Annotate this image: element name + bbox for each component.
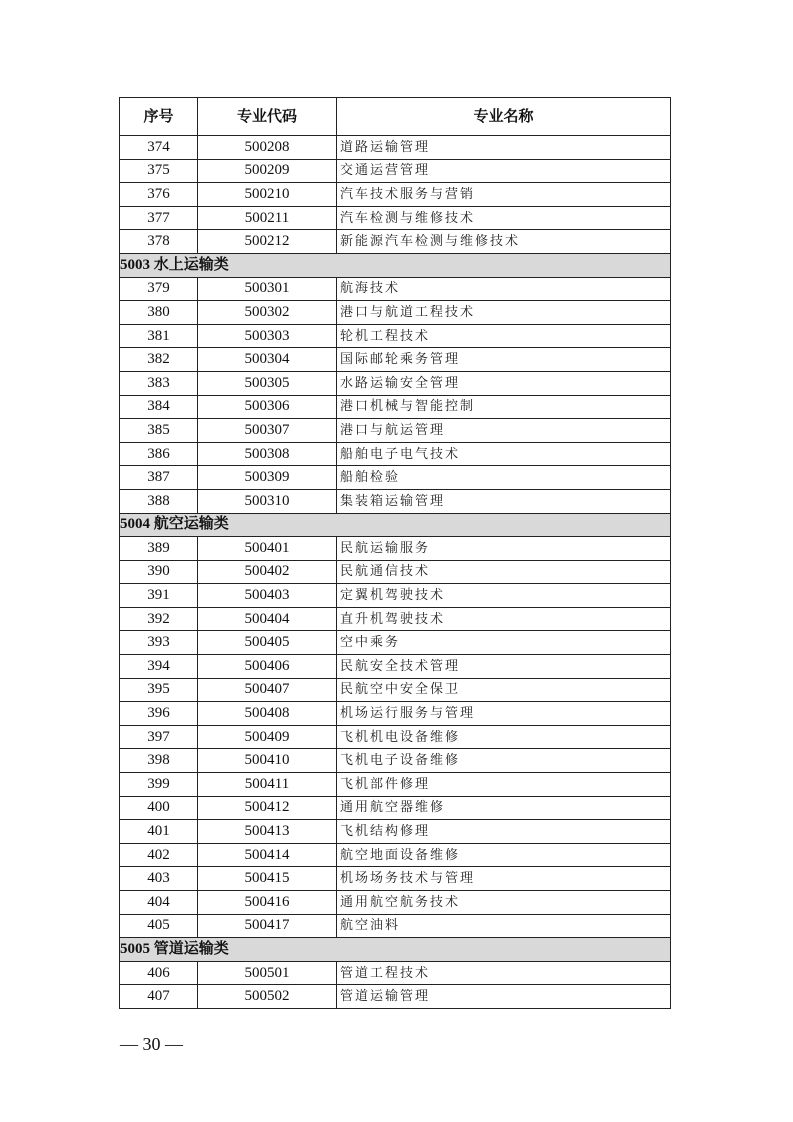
table-row xyxy=(120,702,671,726)
row-code: 500305 xyxy=(198,371,337,395)
row-code: 500302 xyxy=(198,301,337,325)
row-index: 384 xyxy=(120,395,198,419)
row-index: 389 xyxy=(120,537,198,561)
row-code: 500210 xyxy=(198,183,337,207)
row-code: 500414 xyxy=(198,843,337,867)
row-index: 379 xyxy=(120,277,198,301)
row-code: 500307 xyxy=(198,419,337,443)
page-number: — 30 — xyxy=(120,1034,183,1054)
row-name: 机场场务技术与管理 xyxy=(337,867,671,891)
row-code: 500407 xyxy=(198,678,337,702)
row-name: 通用航空航务技术 xyxy=(337,891,671,915)
row-name: 港口与航运管理 xyxy=(337,419,671,443)
row-index: 374 xyxy=(120,136,198,160)
row-index: 388 xyxy=(120,489,198,513)
row-name: 民航安全技术管理 xyxy=(337,655,671,679)
row-name: 空中乘务 xyxy=(337,631,671,655)
row-name: 航海技术 xyxy=(337,277,671,301)
row-name: 定翼机驾驶技术 xyxy=(337,584,671,608)
row-index: 403 xyxy=(120,867,198,891)
row-index: 375 xyxy=(120,159,198,183)
row-code: 500304 xyxy=(198,348,337,372)
table-header-row xyxy=(120,98,671,136)
row-name: 航空地面设备维修 xyxy=(337,843,671,867)
header-code: 专业代码 xyxy=(198,98,337,136)
row-index: 394 xyxy=(120,655,198,679)
table-row xyxy=(120,159,671,183)
row-name: 飞机部件修理 xyxy=(337,773,671,797)
category-row xyxy=(120,253,671,277)
table-row xyxy=(120,891,671,915)
row-index: 401 xyxy=(120,820,198,844)
row-name: 飞机电子设备维修 xyxy=(337,749,671,773)
row-code: 500405 xyxy=(198,631,337,655)
table-row xyxy=(120,537,671,561)
row-name: 机场运行服务与管理 xyxy=(337,702,671,726)
row-name: 飞机机电设备维修 xyxy=(337,725,671,749)
row-index: 380 xyxy=(120,301,198,325)
row-index: 383 xyxy=(120,371,198,395)
table-row xyxy=(120,584,671,608)
row-index: 397 xyxy=(120,725,198,749)
row-index: 395 xyxy=(120,678,198,702)
row-index: 396 xyxy=(120,702,198,726)
table-row xyxy=(120,489,671,513)
row-code: 500411 xyxy=(198,773,337,797)
table-row xyxy=(120,371,671,395)
row-name: 轮机工程技术 xyxy=(337,324,671,348)
row-code: 500404 xyxy=(198,607,337,631)
table-row xyxy=(120,773,671,797)
row-code: 500303 xyxy=(198,324,337,348)
table-row xyxy=(120,277,671,301)
row-code: 500412 xyxy=(198,796,337,820)
row-index: 393 xyxy=(120,631,198,655)
row-name: 汽车技术服务与营销 xyxy=(337,183,671,207)
table-row xyxy=(120,206,671,230)
row-index: 386 xyxy=(120,442,198,466)
row-name: 民航通信技术 xyxy=(337,560,671,584)
row-code: 500208 xyxy=(198,136,337,160)
row-name: 交通运营管理 xyxy=(337,159,671,183)
table-row xyxy=(120,914,671,938)
table-row xyxy=(120,796,671,820)
table-row xyxy=(120,183,671,207)
row-name: 直升机驾驶技术 xyxy=(337,607,671,631)
row-index: 400 xyxy=(120,796,198,820)
row-code: 500501 xyxy=(198,961,337,985)
row-index: 385 xyxy=(120,419,198,443)
table-row xyxy=(120,442,671,466)
category-label: 5005 管道运输类 xyxy=(120,938,671,962)
row-code: 500416 xyxy=(198,891,337,915)
table-row xyxy=(120,348,671,372)
row-code: 500308 xyxy=(198,442,337,466)
table-row xyxy=(120,301,671,325)
table-row xyxy=(120,749,671,773)
row-index: 405 xyxy=(120,914,198,938)
table-row xyxy=(120,136,671,160)
row-index: 402 xyxy=(120,843,198,867)
row-code: 500402 xyxy=(198,560,337,584)
row-name: 民航运输服务 xyxy=(337,537,671,561)
row-index: 387 xyxy=(120,466,198,490)
row-name: 港口机械与智能控制 xyxy=(337,395,671,419)
category-row xyxy=(120,513,671,537)
row-code: 500401 xyxy=(198,537,337,561)
row-index: 376 xyxy=(120,183,198,207)
table-row xyxy=(120,725,671,749)
table-row xyxy=(120,867,671,891)
category-label: 5003 水上运输类 xyxy=(120,253,671,277)
row-code: 500409 xyxy=(198,725,337,749)
majors-table xyxy=(119,97,671,1009)
row-code: 500403 xyxy=(198,584,337,608)
table-row xyxy=(120,607,671,631)
row-code: 500212 xyxy=(198,230,337,254)
table-row xyxy=(120,820,671,844)
table-row xyxy=(120,395,671,419)
table-row xyxy=(120,631,671,655)
row-name: 汽车检测与维修技术 xyxy=(337,206,671,230)
row-name: 航空油料 xyxy=(337,914,671,938)
row-name: 国际邮轮乘务管理 xyxy=(337,348,671,372)
row-code: 500301 xyxy=(198,277,337,301)
row-name: 管道运输管理 xyxy=(337,985,671,1009)
header-name: 专业名称 xyxy=(337,98,671,136)
row-name: 船舶电子电气技术 xyxy=(337,442,671,466)
row-code: 500211 xyxy=(198,206,337,230)
row-code: 500306 xyxy=(198,395,337,419)
table-row xyxy=(120,985,671,1009)
row-index: 391 xyxy=(120,584,198,608)
table-row xyxy=(120,419,671,443)
row-index: 381 xyxy=(120,324,198,348)
row-name: 港口与航道工程技术 xyxy=(337,301,671,325)
table-row xyxy=(120,843,671,867)
table-row xyxy=(120,324,671,348)
row-index: 390 xyxy=(120,560,198,584)
row-index: 378 xyxy=(120,230,198,254)
table-row xyxy=(120,678,671,702)
row-code: 500410 xyxy=(198,749,337,773)
row-index: 392 xyxy=(120,607,198,631)
category-label: 5004 航空运输类 xyxy=(120,513,671,537)
row-name: 通用航空器维修 xyxy=(337,796,671,820)
row-code: 500413 xyxy=(198,820,337,844)
row-index: 382 xyxy=(120,348,198,372)
table-row xyxy=(120,466,671,490)
row-code: 500415 xyxy=(198,867,337,891)
category-row xyxy=(120,938,671,962)
header-index: 序号 xyxy=(120,98,198,136)
row-name: 飞机结构修理 xyxy=(337,820,671,844)
row-index: 404 xyxy=(120,891,198,915)
row-index: 377 xyxy=(120,206,198,230)
table-row xyxy=(120,230,671,254)
row-name: 民航空中安全保卫 xyxy=(337,678,671,702)
row-code: 500310 xyxy=(198,489,337,513)
row-code: 500408 xyxy=(198,702,337,726)
row-name: 新能源汽车检测与维修技术 xyxy=(337,230,671,254)
row-name: 船舶检验 xyxy=(337,466,671,490)
row-name: 集装箱运输管理 xyxy=(337,489,671,513)
table-row xyxy=(120,560,671,584)
row-index: 407 xyxy=(120,985,198,1009)
row-index: 399 xyxy=(120,773,198,797)
table-row xyxy=(120,961,671,985)
row-name: 水路运输安全管理 xyxy=(337,371,671,395)
row-code: 500417 xyxy=(198,914,337,938)
row-code: 500209 xyxy=(198,159,337,183)
row-name: 管道工程技术 xyxy=(337,961,671,985)
table-row xyxy=(120,655,671,679)
row-code: 500406 xyxy=(198,655,337,679)
table-body xyxy=(120,136,671,1009)
row-index: 398 xyxy=(120,749,198,773)
row-index: 406 xyxy=(120,961,198,985)
row-name: 道路运输管理 xyxy=(337,136,671,160)
row-code: 500502 xyxy=(198,985,337,1009)
row-code: 500309 xyxy=(198,466,337,490)
